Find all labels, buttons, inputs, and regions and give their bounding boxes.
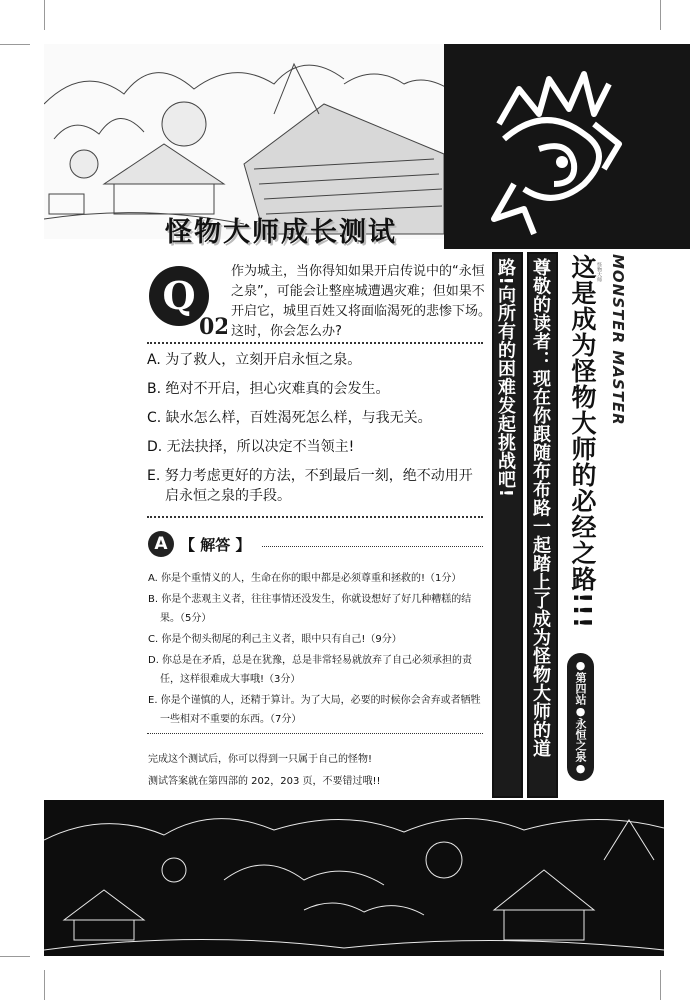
option-a: A. 为了救人，立刻开启永恒之泉。 — [147, 352, 362, 368]
answer-b: B. 你是个悲观主义者，往往事情还没发生，你就设想好了好几种糟糕的结果。（5分） — [148, 594, 472, 624]
option-b: B. 绝对不开启，担心灾难真的会发生。 — [147, 381, 390, 397]
question-text: 作为城主，当你得知如果开启传说中的“永恒之泉”，可能会让整座城遭遇灾难；但如果不开启它，城里百姓又将面临渴死的悲惨下场。这时，你会怎么办? — [231, 264, 492, 339]
answer-badge: A — [148, 531, 174, 557]
answer-d: D. 你总是在矛盾，总是在犹豫，总是非常轻易就放弃了自己必须承担的责任，这样很难成大事哦!（3分） — [148, 655, 473, 685]
answer-e: E. 你是个谨慎的人，还精于算计。为了大局，必要的时候你会舍弃或者牺牲一些相对不重要的东西。（7分） — [148, 695, 481, 725]
sidebar-main-heading: 这是成为怪物大师的必经之路!!! — [568, 254, 597, 630]
reader-message-line-2: 路!向所有的困难发起挑战吧! — [492, 252, 523, 798]
question-number: 02 — [199, 314, 227, 338]
crop-mark — [660, 970, 661, 1000]
divider — [147, 342, 483, 344]
station-badge: ●第四站●永恒之泉● — [567, 653, 594, 781]
brand-subtitle: 怪物大师 — [596, 262, 602, 282]
answer-c: C. 你是个彻头彻尾的利己主义者，眼中只有自己!（9分） — [148, 634, 402, 645]
answer-a: A. 你是个重情义的人，生命在你的眼中都是必须尊重和拯救的!（1分） — [148, 573, 462, 584]
reader-message-line-1: 尊敬的读者：现在你跟随布布路一起踏上了成为怪物大师的道 — [527, 252, 558, 798]
crop-mark — [44, 0, 45, 30]
footer-note: 测试答案就在第四部的 202，203 页，不要错过哦!! — [148, 776, 381, 787]
crop-mark — [0, 956, 30, 957]
answer-title: 【 解答 】 — [180, 536, 251, 554]
footer-note: 完成这个测试后，你可以得到一只属于自己的怪物! — [148, 754, 373, 765]
divider — [147, 516, 483, 518]
crop-mark — [0, 44, 30, 45]
question-badge — [147, 262, 227, 338]
village-illustration-bottom — [44, 800, 664, 956]
brand-logo: MONSTER MASTER — [609, 254, 627, 426]
option-e: E. 努力考虑更好的方法，不到最后一刻，绝不动用开启永恒之泉的手段。 — [147, 468, 473, 504]
divider — [262, 546, 483, 547]
divider — [147, 733, 483, 734]
options-list — [147, 350, 482, 515]
crop-mark — [44, 970, 45, 1000]
option-d: D. 无法抉择，所以决定不当领主! — [147, 439, 355, 455]
monster-master-emblem — [444, 44, 690, 249]
answers-list — [148, 569, 483, 731]
option-c: C. 缺水怎么样，百姓渴死怎么样，与我无关。 — [147, 410, 432, 426]
crop-mark — [660, 0, 661, 30]
question-letter: Q — [162, 273, 196, 318]
page-title: 怪物大师成长测试 — [165, 217, 397, 248]
